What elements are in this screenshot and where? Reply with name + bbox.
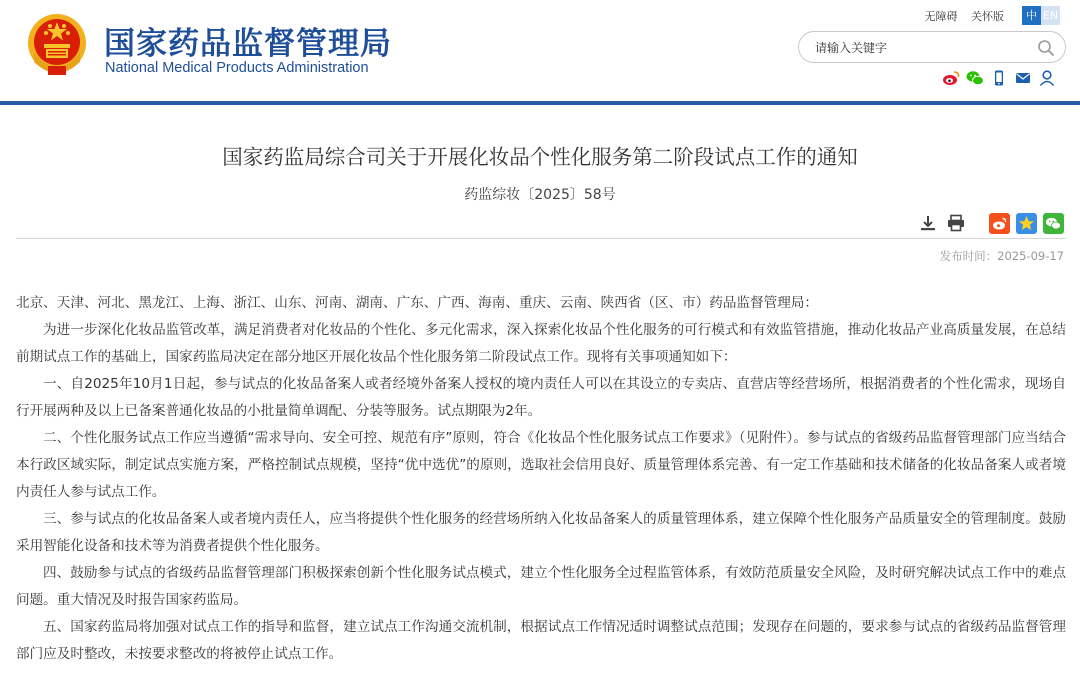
user-icon[interactable] [1038, 69, 1056, 87]
paragraph-4: 四、鼓励参与试点的省级药品监督管理部门积极探索创新个性化服务试点模式，建立个性化服务全过程监管体系，有效防范质量安全风险，及时研究解决试点工作中的难点问题。重大情况及时报告国家药监局。 [16, 565, 1066, 608]
wechat-icon[interactable] [966, 69, 984, 87]
elderly-mode-link[interactable]: 关怀版 [971, 10, 1004, 23]
publish-date: 发布时间：2025-09-17 [939, 249, 1064, 263]
language-switch [1022, 6, 1060, 25]
mail-icon[interactable] [1014, 69, 1032, 87]
national-emblem-icon[interactable] [26, 12, 88, 78]
search-input[interactable] [815, 39, 1035, 57]
share-qzone-icon[interactable] [1016, 213, 1037, 234]
print-icon[interactable] [945, 212, 967, 234]
site-title-en[interactable]: National Medical Products Administration [105, 60, 369, 76]
article-body [16, 290, 1066, 668]
search-icon[interactable] [1037, 39, 1055, 57]
accessibility-link[interactable]: 无障碍 [924, 10, 958, 23]
site-title-cn[interactable]: 国家药品监督管理局 [104, 26, 392, 62]
share-wechat-icon[interactable] [1043, 213, 1064, 234]
search-box [798, 31, 1066, 63]
top-links [915, 8, 1005, 24]
weibo-icon[interactable] [942, 69, 960, 87]
document-number: 药监综妆〔2025〕58号 [464, 187, 616, 203]
paragraph-2: 二、个性化服务试点工作应当遵循“需求导向、安全可控、规范有序”原则，符合《化妆品个性化服务试点工作要求》（见附件）。参与试点的省级药品监督管理部门应当结合本行政区域实际，制定试点实施方案，严格控制试点规模，坚持“优中选优”的原则，选取社会信用良好、质量管理体系完善、有一定工作基础和技术储备的化妆品备案人或者境内责任人参与试点工作。 [16, 430, 1066, 500]
mobile-icon[interactable] [990, 69, 1008, 87]
article-divider [16, 238, 1066, 239]
recipients: 北京、天津、河北、黑龙江、上海、浙江、山东、河南、湖南、广东、广西、海南、重庆、云南、陕西省（区、市）药品监督管理局： [16, 295, 819, 311]
article-tools [917, 212, 1064, 234]
article-title: 国家药监局综合司关于开展化妆品个性化服务第二阶段试点工作的通知 [222, 145, 858, 169]
paragraph-5: 五、国家药监局将加强对试点工作的指导和监督，建立试点工作沟通交流机制，根据试点工作情况适时调整试点范围；发现存在问题的，要求参与试点的省级药品监督管理部门应及时整改，未按要求整改的将被停止试点工作。 [16, 619, 1066, 662]
paragraph-1: 一、自2025年10月1日起，参与试点的化妆品备案人或者经境外备案人授权的境内责任人可以在其设立的专卖店、直营店等经营场所，根据消费者的个性化需求，现场自行开展两种及以上已备案普通化妆品的小批量简单调配、分装等服务。试点期限为2年。 [16, 376, 1066, 419]
header-divider [0, 101, 1080, 105]
share-weibo-icon[interactable] [989, 213, 1010, 234]
download-icon[interactable] [917, 212, 939, 234]
lang-en-button[interactable]: EN [1041, 6, 1060, 25]
paragraph-3: 三、参与试点的化妆品备案人或者境内责任人，应当将提供个性化服务的经营场所纳入化妆品备案人的质量管理体系，建立保障个性化服务产品质量安全的管理制度。鼓励采用智能化设备和技术等为消费者提供个性化服务。 [16, 511, 1066, 554]
lang-zh-button[interactable]: 中 [1022, 6, 1041, 25]
social-links [942, 69, 1056, 87]
paragraph-intro: 为进一步深化化妆品监管改革，满足消费者对化妆品的个性化、多元化需求，深入探索化妆品个性化服务的可行模式和有效监管措施，推动化妆品产业高质量发展，在总结前期试点工作的基础上，国家药监局决定在部分地区开展化妆品个性化服务第二阶段试点工作。现将有关事项通知如下： [16, 322, 1066, 365]
site-header [0, 0, 1080, 101]
